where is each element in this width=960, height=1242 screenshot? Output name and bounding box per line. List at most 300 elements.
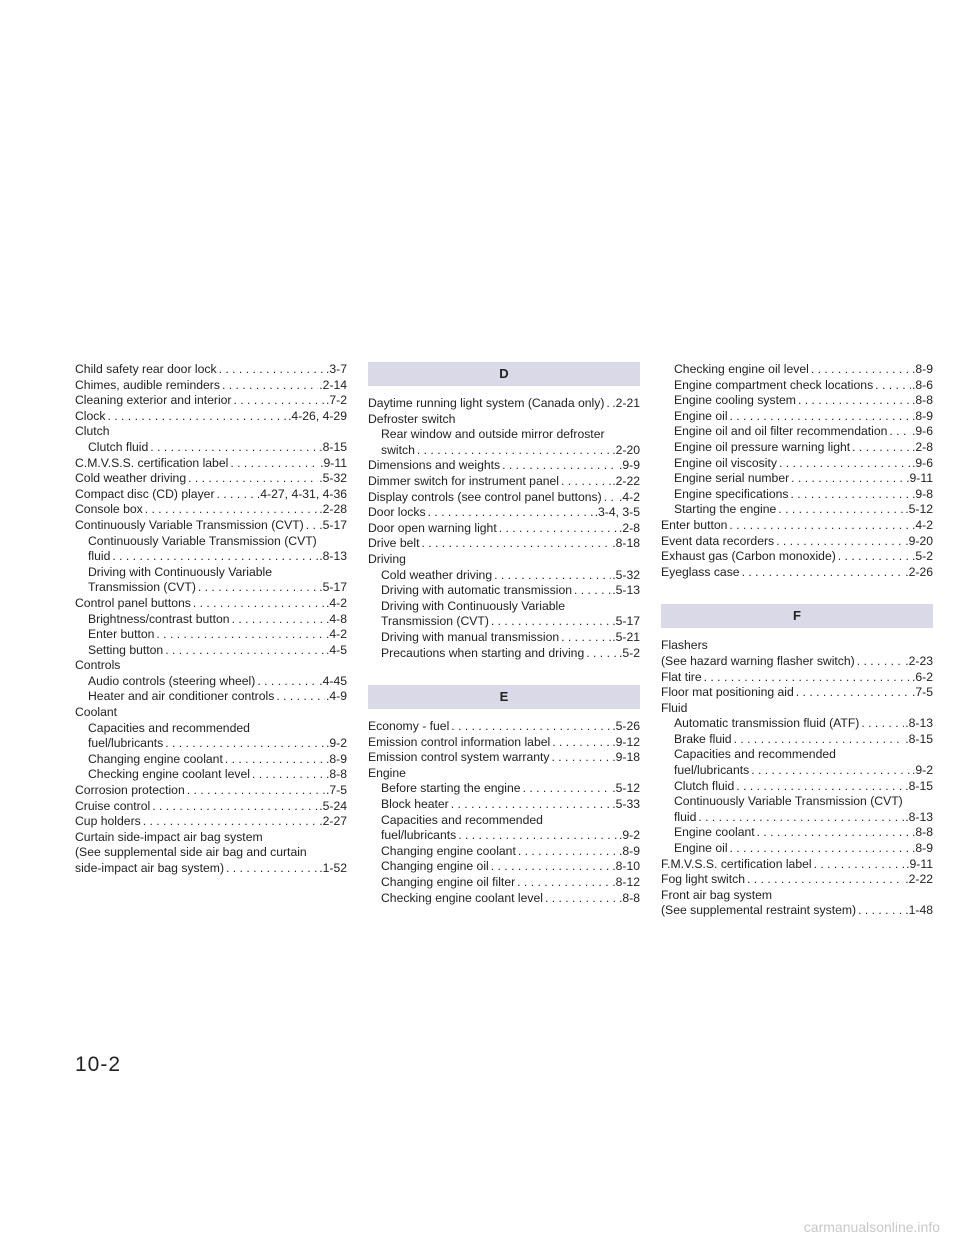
section-f-entries [661, 638, 933, 919]
entry-page-ref: .5-12 [612, 781, 640, 796]
entry-term: Floor mat positioning aid [661, 685, 794, 700]
index-subentry [368, 844, 640, 860]
entry-page-ref: .8-13 [905, 716, 933, 731]
dot-leader [740, 565, 905, 581]
dot-leader [186, 471, 318, 487]
entry-page-ref: .2-21 [612, 396, 640, 410]
index-heading: Engine [368, 765, 406, 780]
entry-page-ref: .9-2 [911, 763, 933, 778]
index-column-2 [368, 362, 640, 906]
dot-leader [543, 891, 618, 907]
section-spacer [368, 661, 640, 685]
dot-leader [274, 689, 325, 705]
entry-page-ref: .5-2 [618, 645, 640, 660]
index-subentry [75, 736, 347, 752]
index-entry [661, 534, 933, 550]
section-header-e: E [368, 685, 640, 709]
dot-leader [776, 502, 904, 518]
entry-page-ref: .3-7 [325, 362, 347, 376]
index-subentry [661, 716, 933, 732]
index-entry [75, 596, 347, 612]
entry-term: Display controls (see control panel buttons) [368, 489, 602, 504]
entry-page-ref: .5-17 [612, 614, 640, 629]
dot-leader [774, 534, 904, 550]
entry-term: Corrosion protection [75, 783, 185, 798]
entry-term: Cup holders [75, 814, 141, 829]
entry-term: Door open warning light [368, 520, 497, 535]
dot-leader [850, 440, 911, 456]
entry-page-ref: .4-8 [325, 611, 347, 626]
entry-term: Engine oil pressure warning light [674, 439, 851, 454]
entry-term: Driving with manual transmission [381, 629, 560, 644]
index-subentry [661, 440, 933, 456]
entry-term: Engine specifications [674, 486, 789, 501]
entry-term: Enter button [661, 517, 728, 532]
dot-leader [855, 654, 904, 670]
entry-page-ref: .1-52 [319, 861, 347, 875]
entry-page-ref: .8-12 [612, 875, 640, 890]
entry-term: Driving with automatic transmission [381, 583, 573, 598]
index-subheading: Capacities and recommended [88, 720, 250, 735]
dot-leader [755, 825, 911, 841]
entry-term: Heater and air conditioner controls [88, 689, 275, 704]
section-spacer [661, 580, 933, 604]
index-subentry [661, 471, 933, 487]
entry-term: Transmission (CVT) [88, 580, 196, 595]
entry-term: fuel/lubricants [88, 736, 164, 751]
index-subentry [368, 797, 640, 813]
entry-term: Changing engine coolant [381, 843, 516, 858]
entry-page-ref: .1-48 [905, 903, 933, 918]
dot-leader [426, 505, 594, 521]
entry-term: Event data recorders [661, 533, 775, 548]
dot-leader [794, 685, 911, 701]
index-entry [368, 536, 640, 552]
entry-term: Audio controls (steering wheel) [88, 673, 256, 688]
index-heading: Front air bag system [661, 887, 773, 902]
index-subentry [368, 828, 640, 844]
entry-page-ref: .8-9 [911, 362, 933, 376]
entry-page-ref: .9-6 [911, 424, 933, 439]
entry-term: Enter button [88, 627, 155, 642]
entry-page-ref: .8-9 [911, 841, 933, 856]
dot-leader [449, 719, 611, 735]
entry-page-ref: .4-2 [911, 517, 933, 532]
index-subentry [368, 781, 640, 797]
entry-page-ref: .6-2 [911, 669, 933, 684]
section-e-entries [368, 719, 640, 906]
entry-page-ref: .5-24 [319, 798, 347, 813]
entry-term: Daytime running light system (Canada only) [368, 396, 605, 410]
dot-leader [550, 750, 612, 766]
index-entry [75, 799, 347, 815]
index-heading: Fluid [661, 700, 688, 715]
entry-term: Checking engine oil level [674, 362, 809, 376]
index-subentry [661, 378, 933, 394]
dot-leader [796, 393, 911, 409]
index-entry [368, 521, 640, 537]
dot-leader [191, 596, 325, 612]
index-heading: Coolant [75, 705, 118, 720]
dot-leader [419, 536, 611, 552]
index-subentry [661, 487, 933, 503]
index-subentry [75, 674, 347, 690]
index-subentry [75, 767, 347, 783]
entry-page-ref: .8-15 [905, 731, 933, 746]
index-subentry [368, 568, 640, 584]
index-entry [75, 409, 347, 425]
dot-leader [105, 409, 287, 425]
index-heading: Clutch [75, 424, 110, 439]
entry-term: Economy - fuel [368, 719, 450, 734]
dot-leader [154, 627, 325, 643]
dot-leader [559, 474, 611, 490]
entry-term: Cold weather driving [75, 471, 187, 486]
index-heading: Controls [75, 658, 121, 673]
entry-page-ref: .5-13 [612, 583, 640, 598]
index-subentry [368, 891, 640, 907]
entry-term: Door locks [368, 505, 426, 520]
entry-term: Dimmer switch for instrument panel [368, 473, 559, 488]
index-column-3 [661, 362, 933, 919]
entry-term: Emission control information label [368, 734, 551, 749]
entry-page-ref: .8-8 [618, 890, 640, 905]
entry-term: Drive belt [368, 536, 420, 551]
entry-term: fuel/lubricants [381, 828, 457, 843]
index-entry [75, 814, 347, 830]
index-entry [368, 458, 640, 474]
index-entry [75, 362, 347, 378]
entry-page-ref: .4-9 [325, 689, 347, 704]
entry-page-ref: .5-32 [612, 567, 640, 582]
entry-term: Continuously Variable Transmission (CVT) [75, 517, 304, 532]
index-entry [368, 474, 640, 490]
index-column-1 [75, 362, 347, 877]
dot-leader [255, 674, 318, 690]
entry-page-ref: .8-6 [911, 377, 933, 392]
dot-leader [859, 716, 904, 732]
entry-term: fuel/lubricants [674, 763, 750, 778]
entry-page-ref: .9-11 [906, 856, 933, 871]
index-subentry [661, 841, 933, 857]
index-entry [75, 471, 347, 487]
entry-term: Block heater [381, 797, 449, 812]
dot-leader [250, 767, 325, 783]
entry-page-ref: .8-10 [612, 859, 640, 874]
entry-page-ref: .2-8 [618, 520, 640, 535]
dot-leader [217, 362, 325, 378]
section-header-d: D [368, 362, 640, 386]
index-entry [75, 518, 347, 534]
index-entry [661, 872, 933, 888]
index-entry [368, 505, 640, 521]
index-subentry [661, 810, 933, 826]
dot-leader [559, 630, 611, 646]
entry-page-ref: .8-18 [612, 536, 640, 551]
entry-page-ref: .4-26, 4-29 [288, 408, 347, 423]
entry-term: Engine oil [674, 841, 728, 856]
dot-leader [185, 783, 325, 799]
entry-term: Cleaning exterior and interior [75, 393, 232, 408]
entry-term: side-impact air bag system) [75, 861, 225, 875]
entry-term: Engine oil [674, 408, 728, 423]
dot-leader [148, 440, 318, 456]
dot-leader [727, 518, 911, 534]
entry-page-ref: .9-11 [320, 455, 347, 470]
entry-page-ref: .9-12 [612, 734, 640, 749]
entry-term: Dimensions and weights [368, 458, 501, 473]
dot-leader [521, 781, 612, 797]
entry-term: Emission control system warranty [368, 750, 550, 765]
entry-page-ref: .5-12 [905, 502, 933, 517]
entry-term: Engine oil viscosity [674, 455, 777, 470]
entry-page-ref: .5-17 [319, 580, 347, 595]
entry-term: Compact disc (CD) player [75, 486, 215, 501]
dot-leader [497, 521, 618, 537]
dot-leader [150, 799, 318, 815]
entry-page-ref: .3-4, 3-5 [594, 505, 640, 520]
entry-term: Starting the engine [674, 502, 777, 517]
entry-term: Changing engine coolant [88, 751, 223, 766]
dot-leader [602, 490, 618, 506]
entry-page-ref: .2-8 [911, 439, 933, 454]
entry-page-ref: .5-2 [911, 549, 933, 564]
entry-page-ref: .7-5 [325, 783, 347, 798]
entry-page-ref: .8-9 [618, 843, 640, 858]
index-entry [75, 487, 347, 503]
index-subentry [75, 752, 347, 768]
entry-term: C.M.V.S.S. certification label [75, 455, 229, 470]
entry-term: Engine cooling system [674, 393, 796, 408]
dot-leader [500, 458, 618, 474]
entry-page-ref: .9-6 [911, 455, 933, 470]
dot-leader [696, 810, 904, 826]
section-d-entries [368, 396, 640, 661]
entry-term: switch [381, 442, 415, 457]
index-subheading: Capacities and recommended [381, 812, 543, 827]
dot-leader [789, 471, 905, 487]
index-subheading: Driving with Continuously Variable [88, 564, 273, 579]
dot-leader [732, 732, 905, 748]
entry-page-ref: .2-22 [612, 473, 640, 488]
entry-page-ref: .9-2 [325, 736, 347, 751]
index-subentry [368, 646, 640, 662]
entry-page-ref: .2-14 [319, 377, 347, 392]
dot-leader [215, 487, 256, 503]
dot-leader [163, 736, 325, 752]
entry-page-ref: .9-20 [905, 533, 933, 548]
entry-page-ref: .9-9 [618, 458, 640, 473]
index-subentry [75, 440, 347, 456]
dot-leader [809, 362, 911, 378]
entry-term: Child safety rear door lock [75, 362, 217, 376]
index-subentry [661, 502, 933, 518]
index-subentry [368, 875, 640, 891]
dot-leader [887, 424, 911, 440]
dot-leader [110, 549, 318, 565]
index-entry [661, 565, 933, 581]
index-subentry [661, 779, 933, 795]
entry-page-ref: .5-17 [319, 517, 347, 532]
index-entry [368, 735, 640, 751]
section-header-f: F [661, 604, 933, 628]
entry-term: Setting button [88, 642, 164, 657]
index-heading: (See supplemental side air bag and curtain [75, 845, 307, 860]
dot-leader [228, 456, 319, 472]
entry-page-ref: .8-15 [319, 439, 347, 454]
entry-term: Control panel buttons [75, 595, 191, 610]
entry-term: Engine compartment check locations [674, 377, 874, 392]
index-heading: Defroster switch [368, 411, 456, 426]
index-subentry [75, 549, 347, 565]
entry-page-ref: .9-2 [618, 828, 640, 843]
entry-page-ref: .7-2 [325, 393, 347, 408]
watermark: carmanualsonline.info [803, 1219, 940, 1235]
dot-leader [304, 518, 319, 534]
index-subentry [75, 689, 347, 705]
index-entry [661, 903, 933, 919]
dot-leader [584, 646, 618, 662]
entry-page-ref: .9-8 [911, 486, 933, 501]
entry-page-ref: .8-9 [911, 408, 933, 423]
dot-leader [223, 752, 325, 768]
dot-leader [749, 763, 911, 779]
index-entry [368, 750, 640, 766]
entry-page-ref: .2-28 [319, 502, 347, 517]
entry-term: (See supplemental restraint system) [661, 903, 857, 918]
entry-page-ref: .5-32 [319, 471, 347, 486]
dot-leader [224, 861, 318, 877]
entry-term: Checking engine coolant level [381, 890, 543, 905]
entry-page-ref: .9-11 [906, 471, 933, 486]
entry-term: Exhaust gas (Carbon monoxide) [661, 549, 836, 564]
index-entry [368, 396, 640, 412]
dot-leader [515, 875, 611, 891]
entry-page-ref: .8-15 [905, 778, 933, 793]
index-entry [75, 456, 347, 472]
entry-page-ref: .2-22 [905, 872, 933, 887]
entry-page-ref: .2-26 [905, 564, 933, 579]
entry-page-ref: .9-18 [612, 750, 640, 765]
dot-leader [143, 502, 318, 518]
index-subentry [368, 630, 640, 646]
dot-leader [734, 779, 904, 795]
index-subentry [661, 456, 933, 472]
index-subentry [368, 583, 640, 599]
entry-term: Fog light switch [661, 872, 745, 887]
index-subheading: Continuously Variable Transmission (CVT) [674, 794, 903, 809]
dot-leader [456, 828, 618, 844]
index-entry [661, 685, 933, 701]
index-entry [75, 393, 347, 409]
entry-term: Engine oil and oil filter recommendation [674, 424, 888, 439]
entry-term: Brake fluid [674, 731, 732, 746]
dot-leader [728, 841, 911, 857]
entry-page-ref: .8-9 [325, 751, 347, 766]
index-entry [75, 861, 347, 877]
entry-page-ref: .8-8 [911, 825, 933, 840]
entry-page-ref: .5-33 [612, 797, 640, 812]
entry-term: Cold weather driving [381, 567, 493, 582]
dot-leader [141, 814, 319, 830]
index-subentry [75, 627, 347, 643]
section-e-entries-continued [661, 362, 933, 580]
index-subentry [661, 393, 933, 409]
entry-term: Clutch fluid [674, 778, 735, 793]
entry-page-ref: .2-27 [319, 814, 347, 829]
index-subentry [75, 612, 347, 628]
entry-term: Engine coolant [674, 825, 755, 840]
index-subentry [75, 580, 347, 596]
entry-term: (See hazard warning flasher switch) [661, 653, 855, 668]
dot-leader [492, 568, 611, 584]
entry-page-ref: .4-2 [618, 489, 640, 504]
index-entry [661, 857, 933, 873]
dot-leader [702, 670, 911, 686]
entry-page-ref: .4-45 [319, 673, 347, 688]
entry-term: Changing engine oil [381, 859, 489, 874]
index-subentry [661, 825, 933, 841]
dot-leader [873, 378, 911, 394]
dot-leader [232, 393, 325, 409]
entry-term: Before starting the engine [381, 781, 521, 796]
index-subentry [661, 362, 933, 378]
entry-term: fluid [674, 809, 697, 824]
entry-page-ref: .5-26 [612, 719, 640, 734]
entry-term: Clock [75, 408, 106, 423]
index-heading: Driving [368, 551, 406, 566]
entry-page-ref: .2-20 [612, 442, 640, 457]
entry-term: Transmission (CVT) [381, 614, 489, 629]
dot-leader [230, 612, 325, 628]
dot-leader [489, 614, 611, 630]
entry-term: Precautions when starting and driving [381, 645, 585, 660]
entry-page-ref: .5-21 [612, 629, 640, 644]
index-entry [368, 490, 640, 506]
dot-leader [550, 735, 611, 751]
index-subheading: Driving with Continuously Variable [381, 598, 566, 613]
index-heading: Flashers [661, 638, 708, 653]
index-heading: Curtain side-impact air bag system [75, 829, 263, 844]
index-entry [75, 378, 347, 394]
entry-page-ref: .7-5 [911, 685, 933, 700]
dot-leader [196, 580, 318, 596]
entry-term: Changing engine oil filter [381, 875, 516, 890]
index-subheading: Continuously Variable Transmission (CVT) [88, 533, 317, 548]
index-subentry [661, 732, 933, 748]
entry-page-ref: .4-2 [325, 627, 347, 642]
dot-leader [728, 409, 911, 425]
index-subheading: Rear window and outside mirror defroster [381, 427, 605, 442]
dot-leader [220, 378, 318, 394]
index-subentry [368, 443, 640, 459]
index-subentry [368, 614, 640, 630]
entry-page-ref: .4-5 [325, 642, 347, 657]
dot-leader [489, 859, 611, 875]
dot-leader [449, 797, 611, 813]
entry-page-ref: .4-27, 4-31, 4-36 [256, 486, 347, 501]
entry-term: Chimes, audible reminders [75, 377, 220, 392]
index-subentry [661, 763, 933, 779]
entry-term: Engine serial number [674, 471, 790, 486]
page-number: 10-2 [75, 1053, 122, 1076]
entry-term: fluid [88, 549, 111, 564]
index-entry [661, 654, 933, 670]
entry-term: Eyeglass case [661, 564, 740, 579]
entry-term: Cruise control [75, 798, 151, 813]
entry-term: F.M.V.S.S. certification label [661, 856, 812, 871]
index-subheading: Capacities and recommended [674, 747, 836, 762]
